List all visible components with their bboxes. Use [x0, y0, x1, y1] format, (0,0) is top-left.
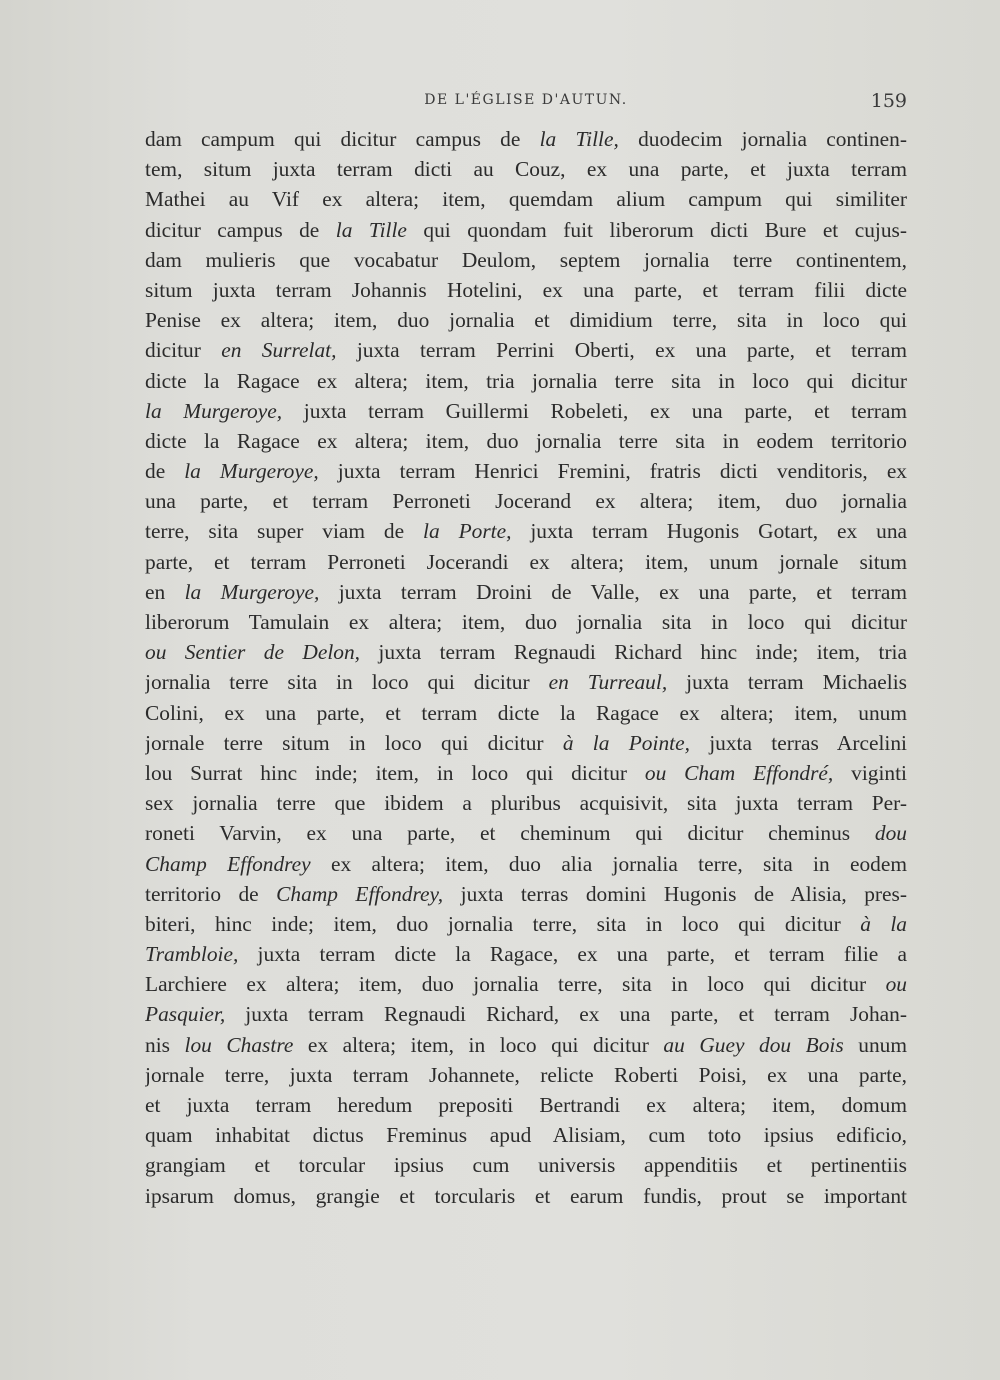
- text-line: [145, 1150, 907, 1180]
- text-line: [145, 879, 907, 909]
- text-line: [145, 516, 907, 546]
- italic-segment: la Tille,: [539, 127, 619, 151]
- text-segment: dam campum qui dicitur campus de: [145, 127, 540, 151]
- italic-segment: la Porte,: [423, 519, 512, 544]
- text-segment: dam mulieris que vocabatur Deulom, septem jornalia terre continentem,: [145, 247, 907, 272]
- text-line: [145, 1060, 907, 1090]
- text-line: [145, 154, 907, 184]
- text-segment: juxta terram dicte la Ragace, ex una parte, et terram filie a: [238, 942, 907, 967]
- text-line: [145, 305, 907, 335]
- body-text: [145, 124, 907, 1211]
- text-segment: nis: [145, 1032, 185, 1057]
- text-line: [145, 1120, 907, 1150]
- text-segment: dicitur: [145, 338, 222, 363]
- italic-segment: au Guey dou Bois: [663, 1032, 844, 1057]
- text-segment: Mathei au Vif ex altera; item, quemdam alium campum qui similiter: [145, 187, 907, 212]
- italic-segment: lou Chastre: [184, 1032, 294, 1057]
- text-segment: ex altera; item, in loco qui dicitur: [293, 1032, 664, 1057]
- text-segment: una parte, et terram Perroneti Jocerand ex altera; item, duo jornalia: [145, 489, 907, 514]
- text-line: [145, 124, 907, 154]
- text-segment: juxta terram Hugonis Gotart, ex una: [511, 519, 907, 544]
- text-segment: qui quondam fuit liberorum dicti Bure et cujus-: [406, 217, 907, 242]
- text-segment: grangiam et torcular ipsius cum universis appenditiis et pertinentiis: [145, 1153, 907, 1178]
- text-line: [145, 667, 907, 697]
- italic-segment: à la: [860, 911, 907, 936]
- text-segment: situm juxta terram Johannis Hotelini, ex una parte, et terram filii dicte: [145, 277, 907, 302]
- text-line: [145, 245, 907, 275]
- text-segment: biteri, hinc inde; item, duo jornalia terre, sita in loco qui dicitur: [145, 911, 861, 936]
- text-line: [145, 1181, 907, 1211]
- text-line: [145, 486, 907, 516]
- text-segment: territorio de: [145, 881, 277, 906]
- text-segment: juxta terram Perrini Oberti, ex una parte, et terram: [336, 338, 907, 363]
- text-segment: duodecim jornalia continen-: [618, 127, 907, 151]
- text-segment: Larchiere ex altera; item, duo jornalia terre, sita in loco qui dicitur: [145, 972, 886, 997]
- text-line: [145, 275, 907, 305]
- running-head: [145, 92, 907, 116]
- text-segment: Colini, ex una parte, et terram dicte la Ragace ex altera; item, unum: [145, 700, 907, 725]
- text-segment: jornale terre situm in loco qui dicitur: [145, 730, 563, 755]
- text-line: [145, 849, 907, 879]
- text-segment: dicte la Ragace ex altera; item, duo jornalia terre sita in eodem territorio: [145, 428, 907, 453]
- text-segment: Penise ex altera; item, duo jornalia et dimidium terre, sita in loco qui: [145, 308, 907, 333]
- italic-segment: à la Pointe,: [562, 730, 690, 755]
- text-line: [145, 396, 907, 426]
- text-segment: juxta terram Henrici Fremini, fratris dicti venditoris, ex: [318, 459, 907, 484]
- italic-segment: la Murgeroye,: [184, 459, 319, 484]
- text-segment: lou Surrat hinc inde; item, in loco qui dicitur: [145, 760, 645, 785]
- text-segment: juxta terram Guillermi Robeleti, ex una parte, et terram: [282, 398, 907, 423]
- italic-segment: Pasquier,: [145, 1002, 226, 1027]
- text-segment: parte, et terram Perroneti Jocerandi ex altera; item, unum jornale situm: [145, 549, 907, 574]
- text-segment: juxta terram Regnaudi Richard, ex una parte, et terram Johan-: [225, 1002, 907, 1027]
- text-segment: juxta terram Regnaudi Richard hinc inde; item, tria: [360, 640, 907, 665]
- italic-segment: en Turreaul,: [548, 670, 668, 695]
- text-line: [145, 366, 907, 396]
- text-line: [145, 969, 907, 999]
- text-line: [145, 909, 907, 939]
- page-number: 159: [870, 90, 907, 112]
- text-segment: dicte la Ragace ex altera; item, tria jornalia terre sita in loco qui dicitur: [145, 368, 907, 393]
- text-segment: juxta terras Arcelini: [689, 730, 907, 755]
- text-segment: terre, sita super viam de: [145, 519, 424, 544]
- running-title: DE L'ÉGLISE D'AUTUN.: [424, 92, 628, 108]
- text-segment: quam inhabitat dictus Freminus apud Alisiam, cum toto ipsius edificio,: [145, 1123, 907, 1148]
- text-segment: ex altera; item, duo alia jornalia terre, sita in eodem: [310, 851, 907, 876]
- italic-segment: ou: [885, 972, 907, 997]
- text-segment: de: [145, 459, 185, 484]
- text-line: [145, 577, 907, 607]
- text-segment: ipsarum domus, grangie et torcularis et earum fundis, prout se important: [145, 1183, 907, 1208]
- text-line: [145, 1090, 907, 1120]
- text-segment: et juxta terram heredum prepositi Bertrandi ex altera; item, domum: [145, 1093, 907, 1117]
- text-line: [145, 607, 907, 637]
- italic-segment: ou Sentier de Delon,: [145, 640, 361, 665]
- italic-segment: Champ Effondrey,: [276, 881, 444, 906]
- italic-segment: Trambloie,: [145, 942, 239, 967]
- text-line: [145, 637, 907, 667]
- text-segment: liberorum Tamulain ex altera; item, duo jornalia sita in loco qui dicitur: [145, 610, 907, 634]
- text-line: [145, 939, 907, 969]
- text-line: [145, 547, 907, 577]
- text-line: [145, 698, 907, 728]
- text-line: [145, 1030, 907, 1060]
- text-segment: jornale terre, juxta terram Johannete, relicte Roberti Poisi, ex una parte,: [145, 1062, 907, 1087]
- italic-segment: en Surrelat,: [221, 338, 337, 363]
- text-segment: en: [145, 579, 185, 604]
- italic-segment: dou: [874, 821, 907, 846]
- text-segment: juxta terram Michaelis: [667, 670, 907, 695]
- text-line: [145, 335, 907, 365]
- text-segment: juxta terram Droini de Valle, ex una parte, et terram: [319, 579, 907, 604]
- text-line: [145, 788, 907, 818]
- text-line: [145, 426, 907, 456]
- text-segment: roneti Varvin, ex una parte, et cheminum qui dicitur cheminus: [145, 821, 875, 846]
- text-segment: unum: [843, 1032, 907, 1057]
- text-segment: viginti: [833, 760, 907, 785]
- text-segment: sex jornalia terre que ibidem a pluribus acquisivit, sita juxta terram Per-: [145, 791, 907, 816]
- text-line: [145, 728, 907, 758]
- text-line: [145, 184, 907, 214]
- text-segment: juxta terras domini Hugonis de Alisia, pres-: [443, 881, 907, 906]
- text-line: [145, 456, 907, 486]
- italic-segment: la Murgeroye,: [145, 398, 283, 423]
- italic-segment: Champ Effondrey: [145, 851, 311, 876]
- italic-segment: la Tille: [335, 217, 407, 242]
- text-line: [145, 758, 907, 788]
- italic-segment: la Murgeroye,: [184, 579, 320, 604]
- text-segment: dicitur campus de: [145, 217, 336, 242]
- text-segment: tem, situm juxta terram dicti au Couz, ex una parte, et juxta terram: [145, 157, 907, 182]
- italic-segment: ou Cham Effondré,: [644, 760, 834, 785]
- text-segment: jornalia terre sita in loco qui dicitur: [145, 670, 549, 695]
- text-line: [145, 999, 907, 1029]
- text-line: [145, 215, 907, 245]
- text-line: [145, 818, 907, 848]
